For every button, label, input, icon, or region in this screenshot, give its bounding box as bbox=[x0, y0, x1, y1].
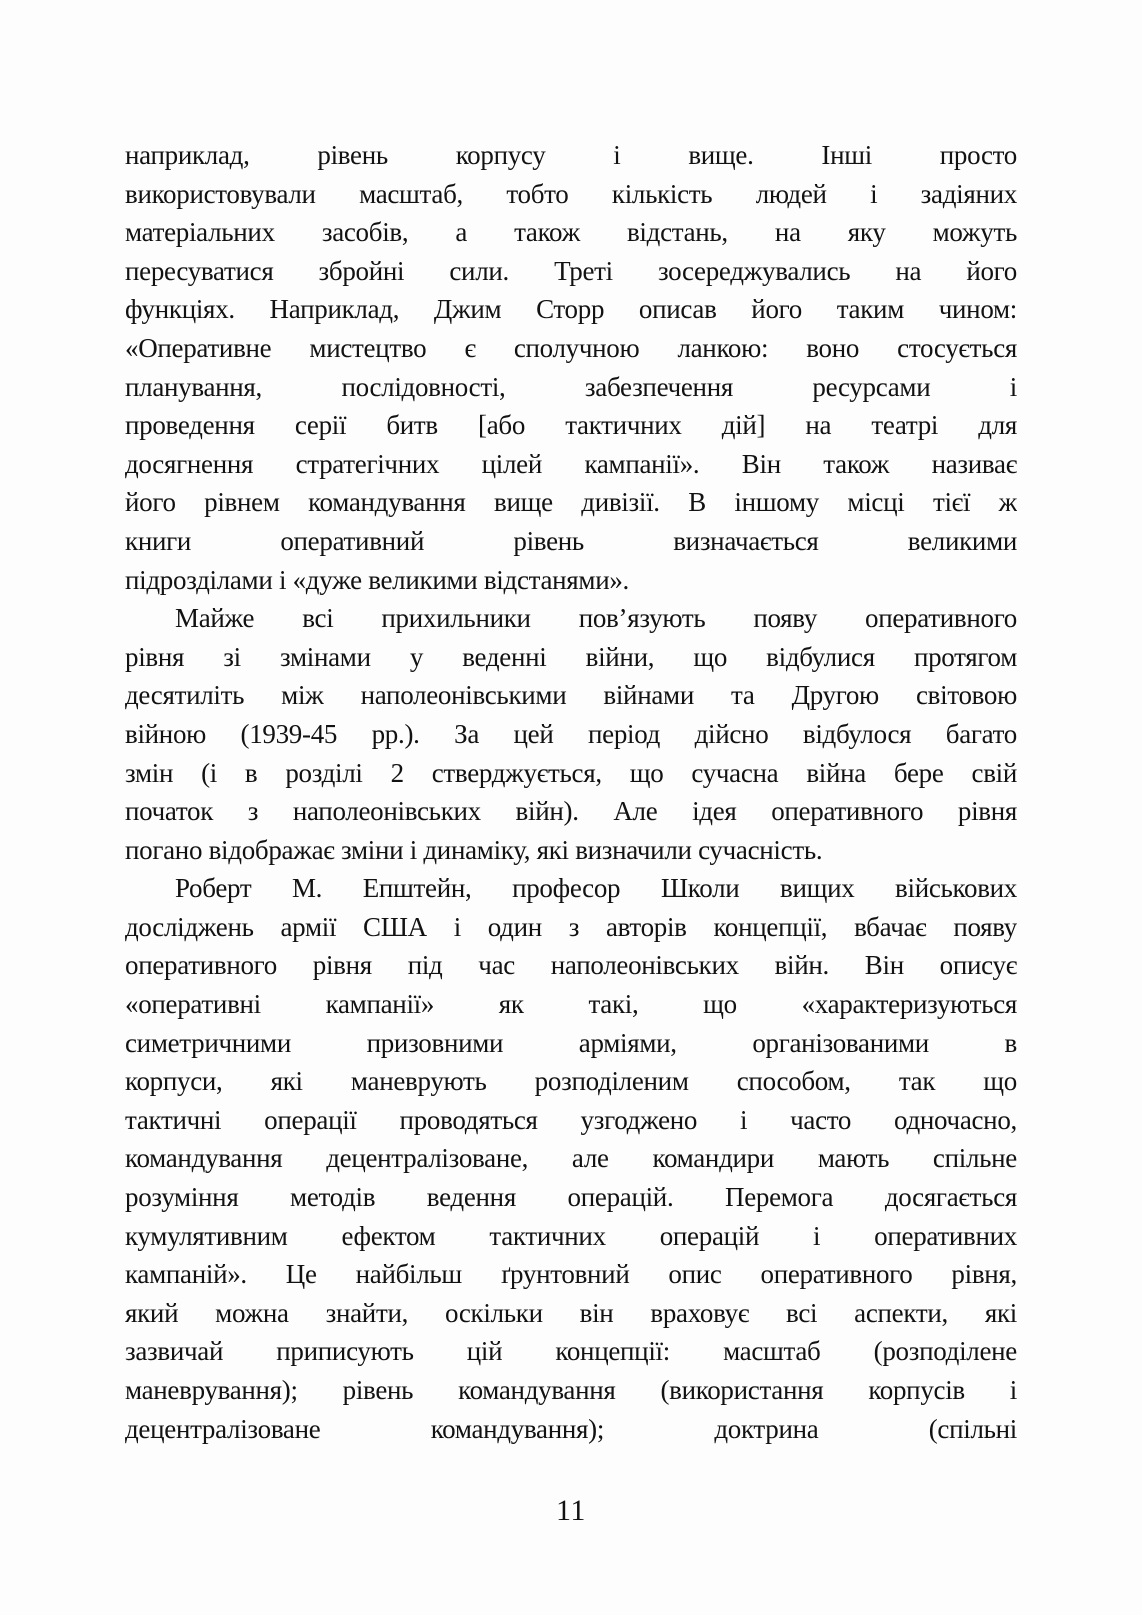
text-line: тактичні операції проводяться узгоджено і часто одночасно, bbox=[125, 1104, 1017, 1135]
text-line: його рівнем командування вище дивізії. В іншому місці тієї ж bbox=[125, 487, 1017, 518]
text-line: рівня зі змінами у веденні війни, що відбулися протягом bbox=[125, 641, 1017, 672]
text-line: десятиліть між наполеонівськими війнами та Другою світовою bbox=[125, 680, 1017, 711]
text-line: пересуватися збройні сили. Треті зосереджувались на його bbox=[125, 255, 1017, 286]
text-line: командування децентралізоване, але командири мають спільне bbox=[125, 1143, 1017, 1174]
text-line: війною (1939-45 рр.). За цей період дійсно відбулося багато bbox=[125, 718, 1017, 749]
text-line: початок з наполеонівських війн). Але ідея оперативного рівня bbox=[125, 796, 1017, 827]
text-line: «оперативні кампанії» як такі, що «характеризуються bbox=[125, 989, 1017, 1020]
text-line: досягнення стратегічних цілей кампанії». Він також називає bbox=[125, 448, 1017, 479]
text-line: Роберт М. Епштейн, професор Школи вищих військових bbox=[175, 873, 1017, 904]
text-line: використовували масштаб, тобто кількість людей і задіяних bbox=[125, 178, 1017, 209]
text-line: оперативного рівня під час наполеонівських війн. Він описує bbox=[125, 950, 1017, 981]
text-line: планування, послідовності, забезпечення ресурсами і bbox=[125, 371, 1017, 402]
text-line: матеріальних засобів, а також відстань, на яку можуть bbox=[125, 217, 1017, 248]
text-block bbox=[125, 136, 1017, 1448]
text-line: Майже всі прихильники пов’язують появу оперативного bbox=[175, 603, 1017, 634]
text-line: кумулятивним ефектом тактичних операцій і оперативних bbox=[125, 1220, 1017, 1251]
text-line: корпуси, які маневрують розподіленим способом, так що bbox=[125, 1066, 1017, 1097]
text-line: книги оперативний рівень визначається великими bbox=[125, 525, 1017, 556]
text-line: симетричними призовними арміями, організованими в bbox=[125, 1027, 1017, 1058]
text-line: кампаній». Це найбільш ґрунтовний опис оперативного рівня, bbox=[125, 1259, 1017, 1290]
text-line: зазвичай приписують цій концепції: масштаб (розподілене bbox=[125, 1336, 1017, 1367]
text-line: який можна знайти, оскільки він враховує всі аспекти, які bbox=[125, 1297, 1017, 1328]
text-line: наприклад, рівень корпусу і вище. Інші просто bbox=[125, 140, 1017, 170]
text-line: підрозділами і «дуже великими відстанями». bbox=[125, 564, 629, 595]
text-line: «Оперативне мистецтво є сполучною ланкою: воно стосується bbox=[125, 332, 1017, 363]
text-line: маневрування); рівень командування (використання корпусів і bbox=[125, 1375, 1017, 1405]
text-line: досліджень армії США і один з авторів концепції, вбачає появу bbox=[125, 911, 1017, 942]
text-line: проведення серії битв [або тактичних дій] на театрі для bbox=[125, 410, 1017, 441]
page-number: 11 bbox=[556, 1494, 586, 1527]
text-line: погано відображає зміни і динаміку, які визначили сучасність. bbox=[125, 834, 823, 865]
text-line: розуміння методів ведення операцій. Перемога досягається bbox=[125, 1182, 1017, 1213]
text-line: змін (і в розділі 2 стверджується, що сучасна війна бере свій bbox=[125, 757, 1017, 788]
text-line: децентралізоване командування); доктрина (спільні bbox=[125, 1413, 1017, 1444]
text-line: функціях. Наприклад, Джим Сторр описав його таким чином: bbox=[125, 294, 1017, 325]
